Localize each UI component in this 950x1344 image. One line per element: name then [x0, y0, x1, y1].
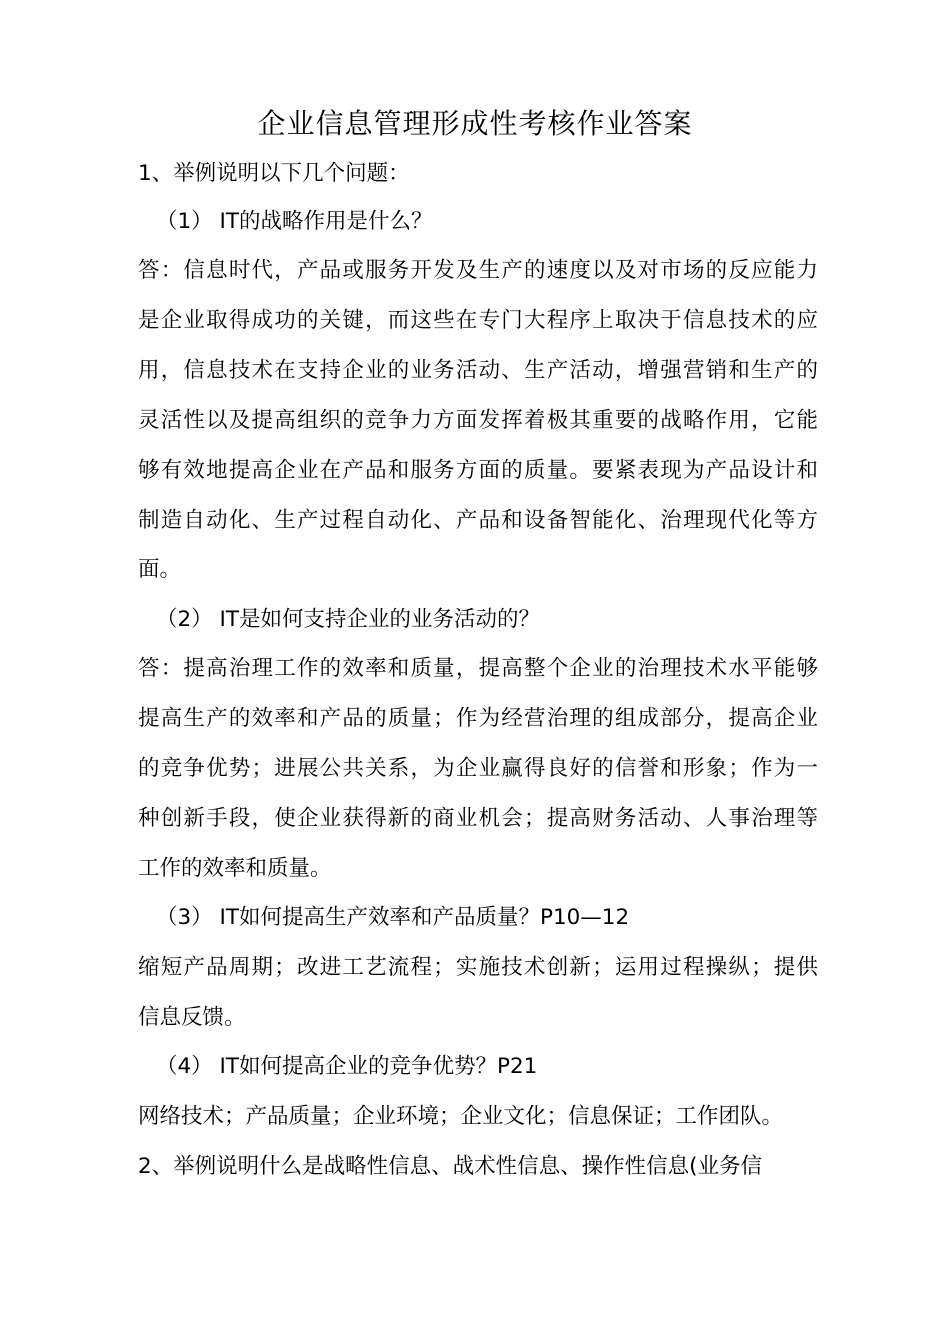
answer-1-2-line: 工作的效率和质量。	[138, 856, 332, 881]
answer-1-1-line: 是企业取得成功的关键，而这些在专门大程序上取决于信息技术的应	[138, 308, 818, 333]
answer-1-2-line: 种创新手段，使企业获得新的商业机会；提高财务活动、人事治理等	[138, 806, 818, 831]
answer-1-2-line: 的竞争优势；进展公共关系，为企业赢得良好的信誉和形象；作为一	[138, 756, 818, 781]
question-1-1: （1） IT的战略作用是什么？	[156, 209, 433, 234]
answer-1-1-line: 够有效地提高企业在产品和服务方面的质量。要紧表现为产品设计和	[138, 458, 818, 483]
answer-1-3-line: 缩短产品周期；改进工艺流程；实施技术创新；运用过程操纵；提供	[138, 955, 818, 980]
question-2-heading: 2、举例说明什么是战略性信息、战术性信息、操作性信息(业务信	[138, 1154, 763, 1179]
question-1-2: （2） IT是如何支持企业的业务活动的？	[156, 607, 540, 632]
answer-1-1-line: 灵活性以及提高组织的竞争力方面发挥着极其重要的战略作用，它能	[138, 408, 818, 433]
question-1-3: （3） IT如何提高生产效率和产品质量？P10—12	[156, 905, 630, 930]
question-1-4: （4） IT如何提高企业的竞争优势？P21	[156, 1054, 538, 1079]
answer-1-1-line: 面。	[138, 557, 182, 582]
answer-1-1-line: 制造自动化、生产过程自动化、产品和设备智能化、治理现代化等方	[138, 508, 818, 533]
answer-1-1-line: 答：信息时代，产品或服务开发及生产的速度以及对市场的反应能力	[138, 258, 818, 283]
answer-1-2-line: 提高生产的效率和产品的质量；作为经营治理的组成部分，提高企业	[138, 706, 818, 731]
answer-1-1-line: 用，信息技术在支持企业的业务活动、生产活动，增强营销和生产的	[138, 358, 818, 383]
answer-1-2-line: 答：提高治理工作的效率和质量，提高整个企业的治理技术水平能够	[138, 656, 818, 681]
answer-1-3-line: 信息反馈。	[138, 1005, 246, 1030]
answer-1-4-line: 网络技术；产品质量；企业环境；企业文化；信息保证；工作团队。	[138, 1104, 784, 1129]
document-title: 企业信息管理形成性考核作业答案	[257, 107, 693, 140]
question-1-heading: 1、举例说明以下几个问题：	[138, 161, 410, 186]
